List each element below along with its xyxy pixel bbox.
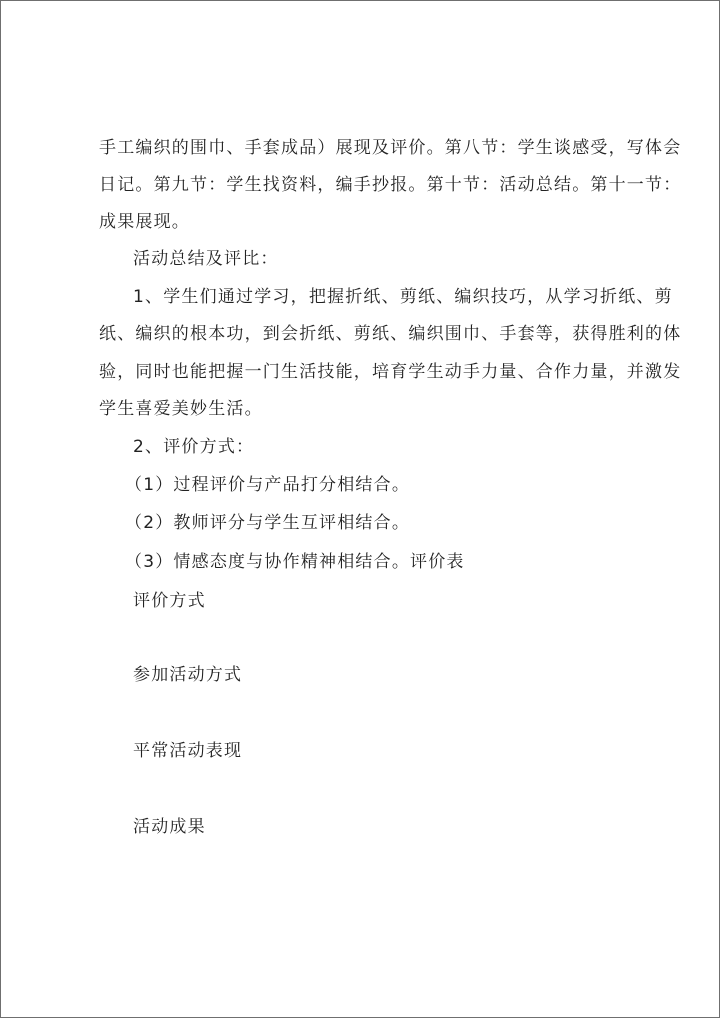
table-label-evaluation-method: 评价方式 xyxy=(133,591,206,611)
paragraph-line-7: 学生喜爱美妙生活。 xyxy=(99,399,263,419)
table-label-activity-results: 活动成果 xyxy=(133,817,206,837)
paragraph-line-2: 日记。第九节：学生找资料，编手抄报。第十节：活动总结。第十一节： xyxy=(99,175,682,195)
paragraph-line-6: 验，同时也能把握一门生活技能，培育学生动手力量、合作力量，并激发 xyxy=(99,362,682,382)
evaluation-item-2: （2）教师评分与学生互评相结合。 xyxy=(125,513,411,533)
table-label-participation-method: 参加活动方式 xyxy=(133,665,243,685)
paragraph-line-4: 1、学生们通过学习，把握折纸、剪纸、编织技巧，从学习折纸、剪 xyxy=(133,287,673,307)
table-label-daily-performance: 平常活动表现 xyxy=(133,741,243,761)
evaluation-item-3: （3）情感态度与协作精神相结合。评价表 xyxy=(125,552,465,572)
paragraph-line-5: 纸、编织的根本功，到会折纸、剪纸、编织围巾、手套等，获得胜利的体 xyxy=(99,324,682,344)
section-heading-summary: 活动总结及评比： xyxy=(133,249,279,269)
paragraph-line-1: 手工编织的围巾、手套成品）展现及评价。第八节：学生谈感受，写体会 xyxy=(99,138,682,158)
paragraph-line-3: 成果展现。 xyxy=(99,212,190,232)
evaluation-item-1: （1）过程评价与产品打分相结合。 xyxy=(125,475,411,495)
evaluation-method-heading: 2、评价方式： xyxy=(133,437,255,457)
